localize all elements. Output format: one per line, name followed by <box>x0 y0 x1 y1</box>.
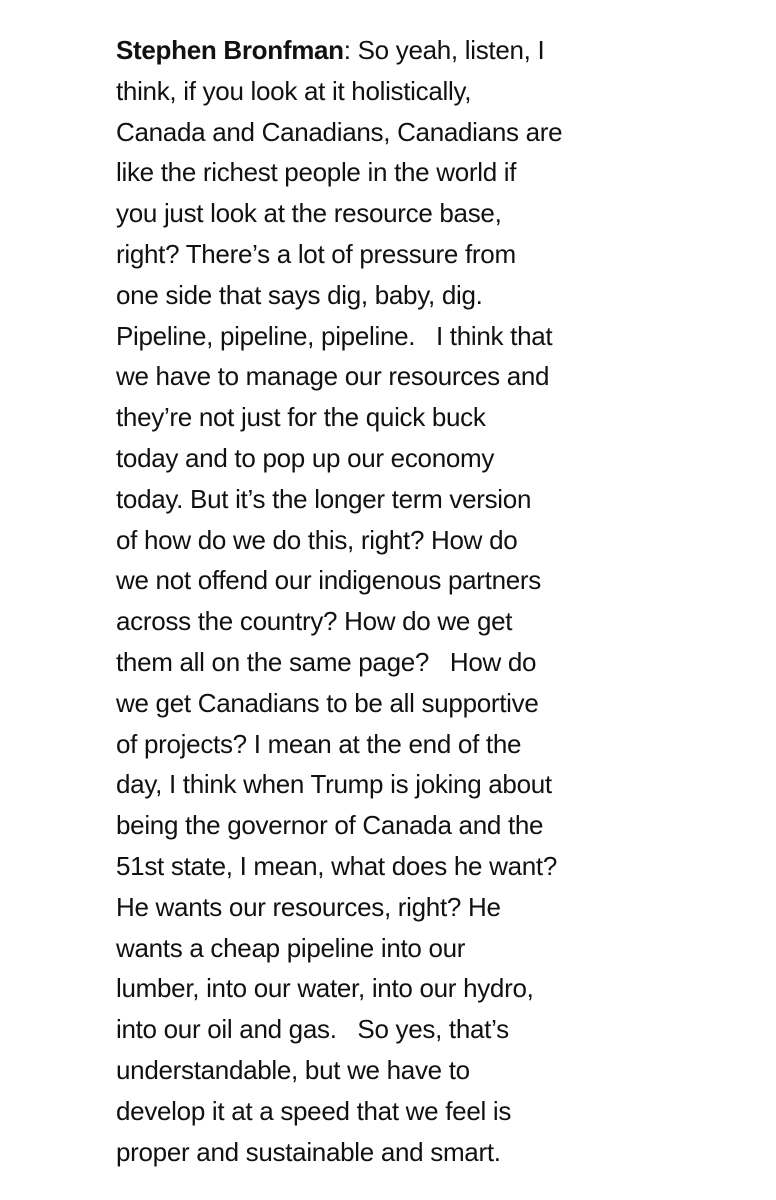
transcript-paragraph <box>116 30 756 1172</box>
transcript-line: they’re not just for the quick buck <box>116 402 486 433</box>
transcript-line: into our oil and gas. So yes, that’s <box>116 1014 509 1045</box>
transcript-line: develop it at a speed that we feel is <box>116 1095 512 1126</box>
transcript-line: Canada and Canadians, Canadians are <box>116 116 563 147</box>
transcript-line: you just look at the resource base, <box>116 198 502 229</box>
transcript-line: Pipeline, pipeline, pipeline. I think that <box>116 320 553 351</box>
transcript-line: we not offend our indigenous partners <box>116 565 541 596</box>
transcript-line: of how do we do this, right? How do <box>116 524 518 555</box>
transcript-line: understandable, but we have to <box>116 1054 470 1085</box>
transcript-line: we have to manage our resources and <box>116 361 550 392</box>
transcript-line: of projects? I mean at the end of the <box>116 728 522 759</box>
transcript-line: think, if you look at it holistically, <box>116 75 472 106</box>
transcript-line: today. But it’s the longer term version <box>116 483 532 514</box>
transcript-line: day, I think when Trump is joking about <box>116 769 552 800</box>
transcript-line: 51st state, I mean, what does he want? <box>116 850 557 881</box>
transcript-line: being the governor of Canada and the <box>116 810 544 841</box>
transcript-line: we get Canadians to be all supportive <box>116 687 539 718</box>
transcript-line: one side that says dig, baby, dig. <box>116 279 483 310</box>
transcript-line: wants a cheap pipeline into our <box>116 932 466 963</box>
transcript-line: them all on the same page? How do <box>116 646 537 677</box>
transcript-line: right? There’s a lot of pressure from <box>116 238 516 269</box>
transcript-line: today and to pop up our economy <box>116 442 495 473</box>
speaker-name: Stephen Bronfman <box>116 35 344 65</box>
transcript-line: like the richest people in the world if <box>116 157 517 188</box>
line-text: : So yeah, listen, I <box>343 35 545 65</box>
transcript-line <box>116 30 756 71</box>
transcript-line: He wants our resources, right? He <box>116 891 501 922</box>
transcript-line: lumber, into our water, into our hydro, <box>116 973 534 1004</box>
transcript-line: proper and sustainable and smart. <box>116 1136 501 1167</box>
transcript-line: across the country? How do we get <box>116 606 513 637</box>
